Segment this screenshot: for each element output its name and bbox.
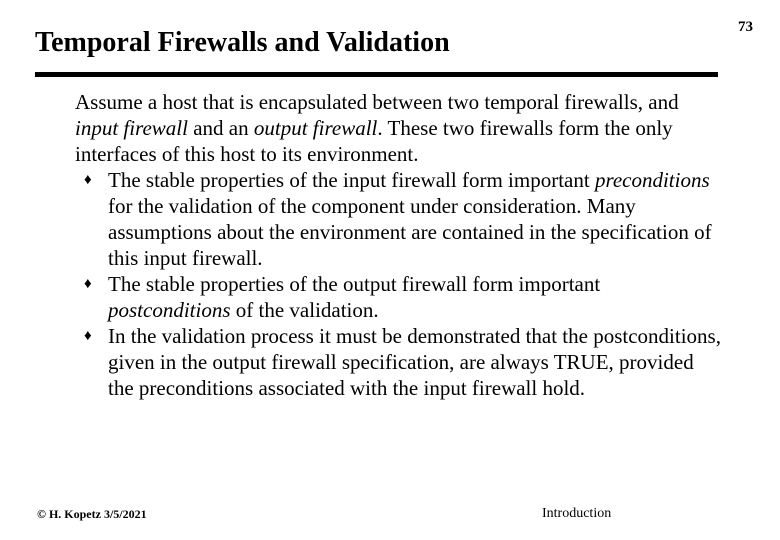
bullet-text-3: In the validation process it must be demonstrated that the postconditions, given in the output firewall specification, are always TRUE, provided the preconditions associated with the input firewall hold. bbox=[108, 324, 721, 400]
diamond-bullet-icon: ♦ bbox=[84, 276, 92, 292]
bullet-item-postconditions bbox=[84, 271, 724, 323]
bullet-emphasis-postconditions: postconditions bbox=[108, 298, 231, 322]
slide-number: 73 bbox=[738, 19, 753, 35]
intro-paragraph bbox=[75, 89, 715, 167]
diamond-bullet-icon: ♦ bbox=[84, 328, 92, 344]
diamond-bullet-icon: ♦ bbox=[84, 172, 92, 188]
intro-text-2: and an bbox=[187, 116, 254, 140]
bullet-list bbox=[84, 167, 724, 401]
bullet-item-preconditions bbox=[84, 167, 724, 271]
intro-text-1: Assume a host that is encapsulated between two temporal firewalls, and bbox=[75, 90, 679, 114]
slide-title: Temporal Firewalls and Validation bbox=[35, 27, 450, 58]
bullet-text-1b: for the validation of the component under consideration. Many assumptions about the environment are contained in the specification of this input firewall. bbox=[108, 194, 712, 270]
bullet-text-1a: The stable properties of the input firewall form important bbox=[108, 168, 595, 192]
footer-section: Introduction bbox=[542, 506, 612, 521]
title-rule bbox=[35, 72, 718, 77]
bullet-item-validation-process bbox=[84, 323, 724, 401]
intro-emphasis-output-firewall: output firewall bbox=[253, 116, 378, 140]
bullet-text-2a: The stable properties of the output firewall form important bbox=[108, 272, 601, 296]
footer-author-date: © H. Kopetz 3/5/2021 bbox=[37, 507, 147, 521]
bullet-text-2b: of the validation. bbox=[230, 298, 379, 322]
intro-emphasis-input-firewall: input firewall bbox=[75, 116, 188, 140]
intro-text-3: . These two firewalls form the only interfaces of this host to its environment. bbox=[75, 116, 673, 166]
bullet-emphasis-preconditions: preconditions bbox=[594, 168, 710, 192]
